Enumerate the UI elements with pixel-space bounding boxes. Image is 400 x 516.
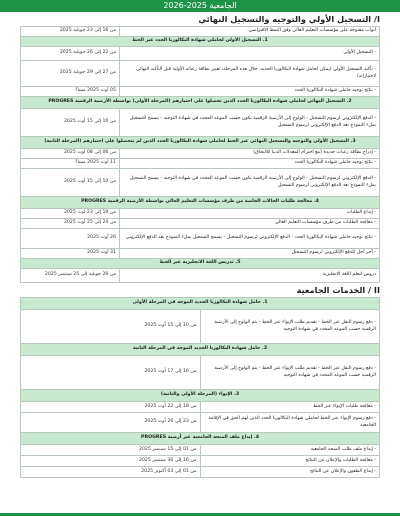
schedule-row <box>21 27 380 37</box>
subsection-heading-row <box>21 390 380 402</box>
subsection-heading: 1. التسجيل الأولي لحاملي شهادة البكالوريا الجدد عبر الخط <box>21 37 380 47</box>
subsection-heading-row <box>21 197 380 209</box>
schedule-row <box>21 47 380 61</box>
schedule-description: - إيداع الطلبات <box>120 209 380 219</box>
subsection-heading: 4. معالجة طلبات الحالات الخاصة من طرف مؤسسات التعليم العالي بواسطة الأرضية الرقمية PROGRES <box>21 197 380 209</box>
schedule-date: من 18 إلى 22 أوت 2025 <box>21 402 201 413</box>
schedule-description: - الدفع الإلكتروني لرسوم التسجيل - الولوج إلى الأرضية الرقمية بكون حسب الموعد المحدد في شهادة التوجيه - يسمح التسجيل بملء النموذج بعد الدفع الإلكتروني لرسوم التسجيل <box>120 169 380 197</box>
schedule-description: - دفع رسوم النقل عبر الخط - تقديم طلب الإيواء عبر الخط - يتم الولوج إلى الأرضية الرقمية حسب الموعد المحدد في شهادة التوجيه <box>200 356 380 390</box>
schedule-date: من 19 إلى 23 أوت 2025 <box>21 209 120 219</box>
subsection-heading-row <box>21 259 380 269</box>
subsection-heading: 3. التسجيل الأولي والتوجيه والتسجيل النهائي عبر الخط لحاملي شهادة البكالوريا الجدد الذين لم يتحصلوا على اختيارهم (المرحلة الثانية) <box>21 137 380 149</box>
schedule-row <box>21 149 380 159</box>
schedule-row <box>21 229 380 249</box>
section-title-registration: I/ التسجيل الأولي والتوجيه والتسجيل النهائي <box>198 14 380 24</box>
schedule-row <box>21 269 380 283</box>
schedule-description: - نتائج توجيه حاملي شهادة البكالوريا الجدد <box>120 159 380 169</box>
subsection-heading: 1. حامل شهادة البكالوريا الجديد الموجه في المرحلة الأولى <box>21 298 380 310</box>
schedule-row <box>21 87 380 97</box>
schedule-row <box>21 310 380 344</box>
schedule-date: من 10 إلى 15 أوت 2025 <box>21 310 201 344</box>
schedule-date: من 10 إلى 15 أوت 2025 <box>21 109 120 137</box>
schedule-date: من 01 إلى 03 أكتوبر 2025 <box>21 467 201 478</box>
schedule-description: - إيداع الطعون والإعلان عن النتائج <box>200 467 380 478</box>
schedule-description: - نتائج توجيه حاملي شهادة البكالوريا الجدد - الدفع الإلكتروني لرسوم التسجيل - يسمح التسجيل بملء النموذج بعد الدفع الإلكتروني <box>120 229 380 249</box>
subsection-heading-row <box>21 433 380 445</box>
schedule-row <box>21 467 380 478</box>
schedule-date: من 16 إلى 17 أوت 2025 <box>21 356 201 390</box>
schedule-row <box>21 109 380 137</box>
schedule-date: من 01 إلى 15 سبتمبر 2025 <box>21 445 201 456</box>
subsection-heading-row <box>21 298 380 310</box>
schedule-date: من 27 إلى 29 جويلية 2025 <box>21 61 120 87</box>
schedule-date: من 10 إلى 15 أوت 2025 <box>21 169 120 197</box>
schedule-description: - معالجة الطلبات والإعلان عن النتائج <box>200 456 380 467</box>
schedule-date: 05 أوت 2025 مساءً <box>21 87 120 97</box>
schedule-row <box>21 61 380 87</box>
schedule-description: دروس لتعلم اللغة الانجليزية <box>120 269 380 283</box>
schedule-description: - إيداع ملف طلب المنحة الجامعية <box>200 445 380 456</box>
schedule-description: - دفع رسوم النقل عبر الخط - تقديم طلب الإيواء عبر الخط - يتم الولوج إلى الأرضية الرقمية حسب الموعد المحدد في شهادة التوجيه <box>200 310 380 344</box>
subsection-heading-row <box>21 344 380 356</box>
schedule-description: - دفع رسوم الإيواء عبر الخط لحاملي شهادة البكالوريا الجدد الذين لهم الحق في الإقامة الجامعية <box>200 413 380 433</box>
schedule-row <box>21 356 380 390</box>
schedule-description: - التسجيل الأولي <box>120 47 380 61</box>
schedule-description: - نتائج توجيه حاملي شهادة البكالوريا الجدد <box>120 87 380 97</box>
schedule-date: من 24 إلى 25 أوت 2025 <box>21 219 120 229</box>
schedule-date: من 06 إلى 08 أوت 2025 <box>21 149 120 159</box>
subsection-heading: 2. حامل شهادة البكالوريا الجديد الموجه في المرحلة الثانية <box>21 344 380 356</box>
subsection-heading: 2. التسجيل النهائي لحاملي شهادة البكالوريا الجدد الذين تحصلوا على اختيارهم (المرحلة الأولى) بواسطة الأرضية الرقمية PROGRES <box>21 97 380 109</box>
schedule-date: من 22 إلى 26 جويلية 2025 <box>21 47 120 61</box>
schedule-date: من 16 إلى 23 جويلية 2025 <box>21 27 120 37</box>
schedule-date: 26 أوت 2025 <box>21 229 120 249</box>
schedule-description: - آخر أجل للدفع الإلكتروني لرسوم التسجيل <box>120 249 380 259</box>
year-banner: 2026-2025 الجامعية <box>0 0 400 12</box>
schedule-description: - إدراج بطاقة رغبات جديدة (مع احترام المعدلات الدنيا للالتحاق) <box>120 149 380 159</box>
section-title-university-services: II / الخدمات الجامعية <box>296 285 380 295</box>
subsection-heading-row <box>21 137 380 149</box>
schedule-row <box>21 209 380 219</box>
schedule-date: 31 أوت 2025 <box>21 249 120 259</box>
schedule-row <box>21 169 380 197</box>
schedule-row <box>21 159 380 169</box>
schedule-description: أبواب مفتوحة على مؤسسات التعليم العالي وفق النمط الافتراضي. <box>120 27 380 37</box>
schedule-row <box>21 413 380 433</box>
registration-schedule-table <box>20 26 380 283</box>
subsection-heading: 4. إيداع ملف المنحة الجامعية عبر أرضية PROGRES <box>21 433 380 445</box>
subsection-heading-row <box>21 97 380 109</box>
schedule-date: من 23 إلى 26 أوت 2025 <box>21 413 201 433</box>
services-schedule-table <box>20 297 380 478</box>
subsection-heading: 3. الإيواء (المرحلة الأولى والثانية) <box>21 390 380 402</box>
schedule-date: من 16 إلى 30 سبتمبر 2025 <box>21 456 201 467</box>
schedule-row <box>21 402 380 413</box>
subsection-heading-row <box>21 37 380 47</box>
registration-schedule-body <box>21 27 380 283</box>
schedule-description: - معالجة طلبات الإيواء عبر الخط <box>200 402 380 413</box>
schedule-description: - معالجة الطلبات من طرف مؤسسات التعليم العالي <box>120 219 380 229</box>
schedule-description: - الدفع الإلكتروني لرسوم التسجيل - الولوج إلى الأرضية الرقمية بكون حسب الموعد المحدد في شهادة التوجيه - يسمح للتسجيل بملء النموذج بعد الدفع الإلكتروني لرسوم التسجيل <box>120 109 380 137</box>
subsection-heading: 5. تدريس اللغة الانجليزية عبر الخط <box>21 259 380 269</box>
schedule-date: من 26 جويلية إلى 25 سبتمبر 2025 <box>21 269 120 283</box>
schedule-date: 11 أوت 2025 مساءً <box>21 159 120 169</box>
schedule-description: - تأكيد التسجيل الأولي (يمكن لحامل شهادة البكالوريا الجديد، خلال هذه المرحلة، تغيير بطاقة رغباته الأولية قبل التأكيد النهائي لاختياراته) <box>120 61 380 87</box>
schedule-row <box>21 219 380 229</box>
schedule-row <box>21 456 380 467</box>
services-schedule-body <box>21 298 380 478</box>
schedule-row <box>21 249 380 259</box>
schedule-row <box>21 445 380 456</box>
